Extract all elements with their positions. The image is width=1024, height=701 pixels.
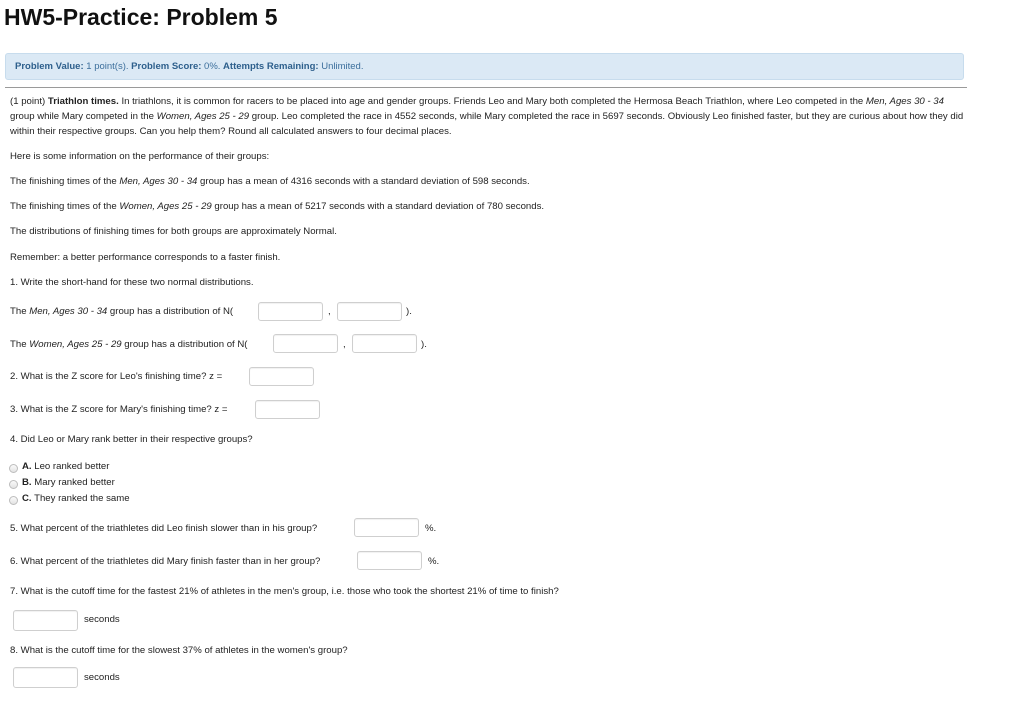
problem-score: 0%. (201, 61, 224, 72)
close-paren: ). (421, 339, 427, 350)
divider (5, 87, 967, 88)
men-group-name: Men, Ages 30 - 34 (119, 176, 198, 187)
question-4: 4. Did Leo or Mary rank better in their respective groups? (10, 434, 253, 445)
women-stats-pre: The finishing times of the (10, 201, 120, 212)
comma: , (343, 339, 346, 350)
option-b-letter: B. (22, 477, 32, 488)
men-mean-input[interactable] (258, 302, 323, 321)
women-dist-pre: The (10, 339, 30, 350)
problem-value-label: Problem Value: (15, 61, 84, 72)
close-paren: ). (406, 306, 412, 317)
women-stats-post: group has a mean of 5217 seconds with a standard deviation of 780 seconds. (211, 201, 545, 212)
attempts-value: Unlimited. (318, 61, 364, 72)
attempts-label: Attempts Remaining: (223, 61, 319, 72)
men-distribution-label (10, 304, 233, 319)
points-label: (1 point) (10, 96, 48, 107)
leo-z-input[interactable] (249, 367, 314, 386)
comma: , (328, 306, 331, 317)
seconds-label: seconds (84, 672, 120, 683)
question-7: 7. What is the cutoff time for the fastest 21% of athletes in the men's group, i.e. those who took the shortest 21% of time to finish? (10, 586, 559, 597)
mary-percent-input[interactable] (357, 551, 422, 570)
women-group-name: Women, Ages 25 - 29 (119, 201, 212, 212)
radio-option-a[interactable] (9, 464, 18, 473)
question-6: 6. What percent of the triathletes did Mary finish faster than in her group? (10, 556, 321, 567)
men-stats-pre: The finishing times of the (10, 176, 120, 187)
problem-status-banner (5, 53, 964, 80)
men-cutoff-input[interactable] (13, 610, 78, 631)
men-sd-input[interactable] (337, 302, 402, 321)
seconds-label: seconds (84, 614, 120, 625)
women-group-name: Women, Ages 25 - 29 (156, 111, 250, 122)
problem-score-label: Problem Score: (131, 61, 202, 72)
radio-option-b[interactable] (9, 480, 18, 489)
men-group-name: Men, Ages 30 - 34 (865, 96, 944, 107)
option-c-label[interactable] (22, 493, 130, 504)
option-c-text: They ranked the same (31, 493, 130, 504)
women-dist-post: group has a distribution of N( (121, 339, 248, 350)
question-3: 3. What is the Z score for Mary's finishing time? z = (10, 404, 228, 415)
men-group-name: Men, Ages 30 - 34 (29, 306, 108, 317)
info-heading: Here is some information on the performance of their groups: (10, 151, 270, 162)
normal-note: The distributions of finishing times for both groups are approximately Normal. (10, 226, 337, 237)
question-1: 1. Write the short-hand for these two normal distributions. (10, 277, 254, 288)
women-stats (10, 199, 544, 214)
women-cutoff-input[interactable] (13, 667, 78, 688)
intro-text-3: group. Leo completed the race in 4552 seconds, while Mary completed the race in 5697 seconds. Obviously Leo finished faster, but they are curious about how they did within their respective groups. Can you help them? Round all calculated answers to four decimal places. (10, 111, 964, 137)
men-stats-post: group has a mean of 4316 seconds with a standard deviation of 598 seconds. (197, 176, 530, 187)
radio-option-c[interactable] (9, 496, 18, 505)
men-dist-post: group has a distribution of N( (107, 306, 234, 317)
problem-intro (10, 94, 965, 139)
option-c-letter: C. (22, 493, 32, 504)
option-a-text: Leo ranked better (31, 461, 110, 472)
intro-text-1: In triathlons, it is common for racers to be placed into age and gender groups. Friends Leo and Mary both completed the Hermosa Beach Triathlon, where Leo competed in the (118, 96, 866, 107)
option-b-label[interactable] (22, 477, 115, 488)
option-a-letter: A. (22, 461, 32, 472)
mary-z-input[interactable] (255, 400, 320, 419)
leo-percent-input[interactable] (354, 518, 419, 537)
women-group-name: Women, Ages 25 - 29 (29, 339, 122, 350)
women-distribution-label (10, 337, 248, 352)
question-2: 2. What is the Z score for Leo's finishing time? z = (10, 371, 223, 382)
question-8: 8. What is the cutoff time for the slowest 37% of athletes in the women's group? (10, 645, 348, 656)
men-dist-pre: The (10, 306, 30, 317)
problem-value: 1 point(s). (83, 61, 132, 72)
women-sd-input[interactable] (352, 334, 417, 353)
remember-note: Remember: a better performance corresponds to a faster finish. (10, 252, 281, 263)
question-5: 5. What percent of the triathletes did Leo finish slower than in his group? (10, 523, 318, 534)
problem-heading: Triathlon times. (47, 96, 119, 107)
option-a-label[interactable] (22, 461, 109, 472)
intro-text-2: group while Mary competed in the (10, 111, 157, 122)
page-title: HW5-Practice: Problem 5 (4, 4, 278, 30)
men-stats (10, 174, 530, 189)
women-mean-input[interactable] (273, 334, 338, 353)
percent-suffix: %. (428, 556, 440, 567)
option-b-text: Mary ranked better (31, 477, 115, 488)
percent-suffix: %. (425, 523, 437, 534)
